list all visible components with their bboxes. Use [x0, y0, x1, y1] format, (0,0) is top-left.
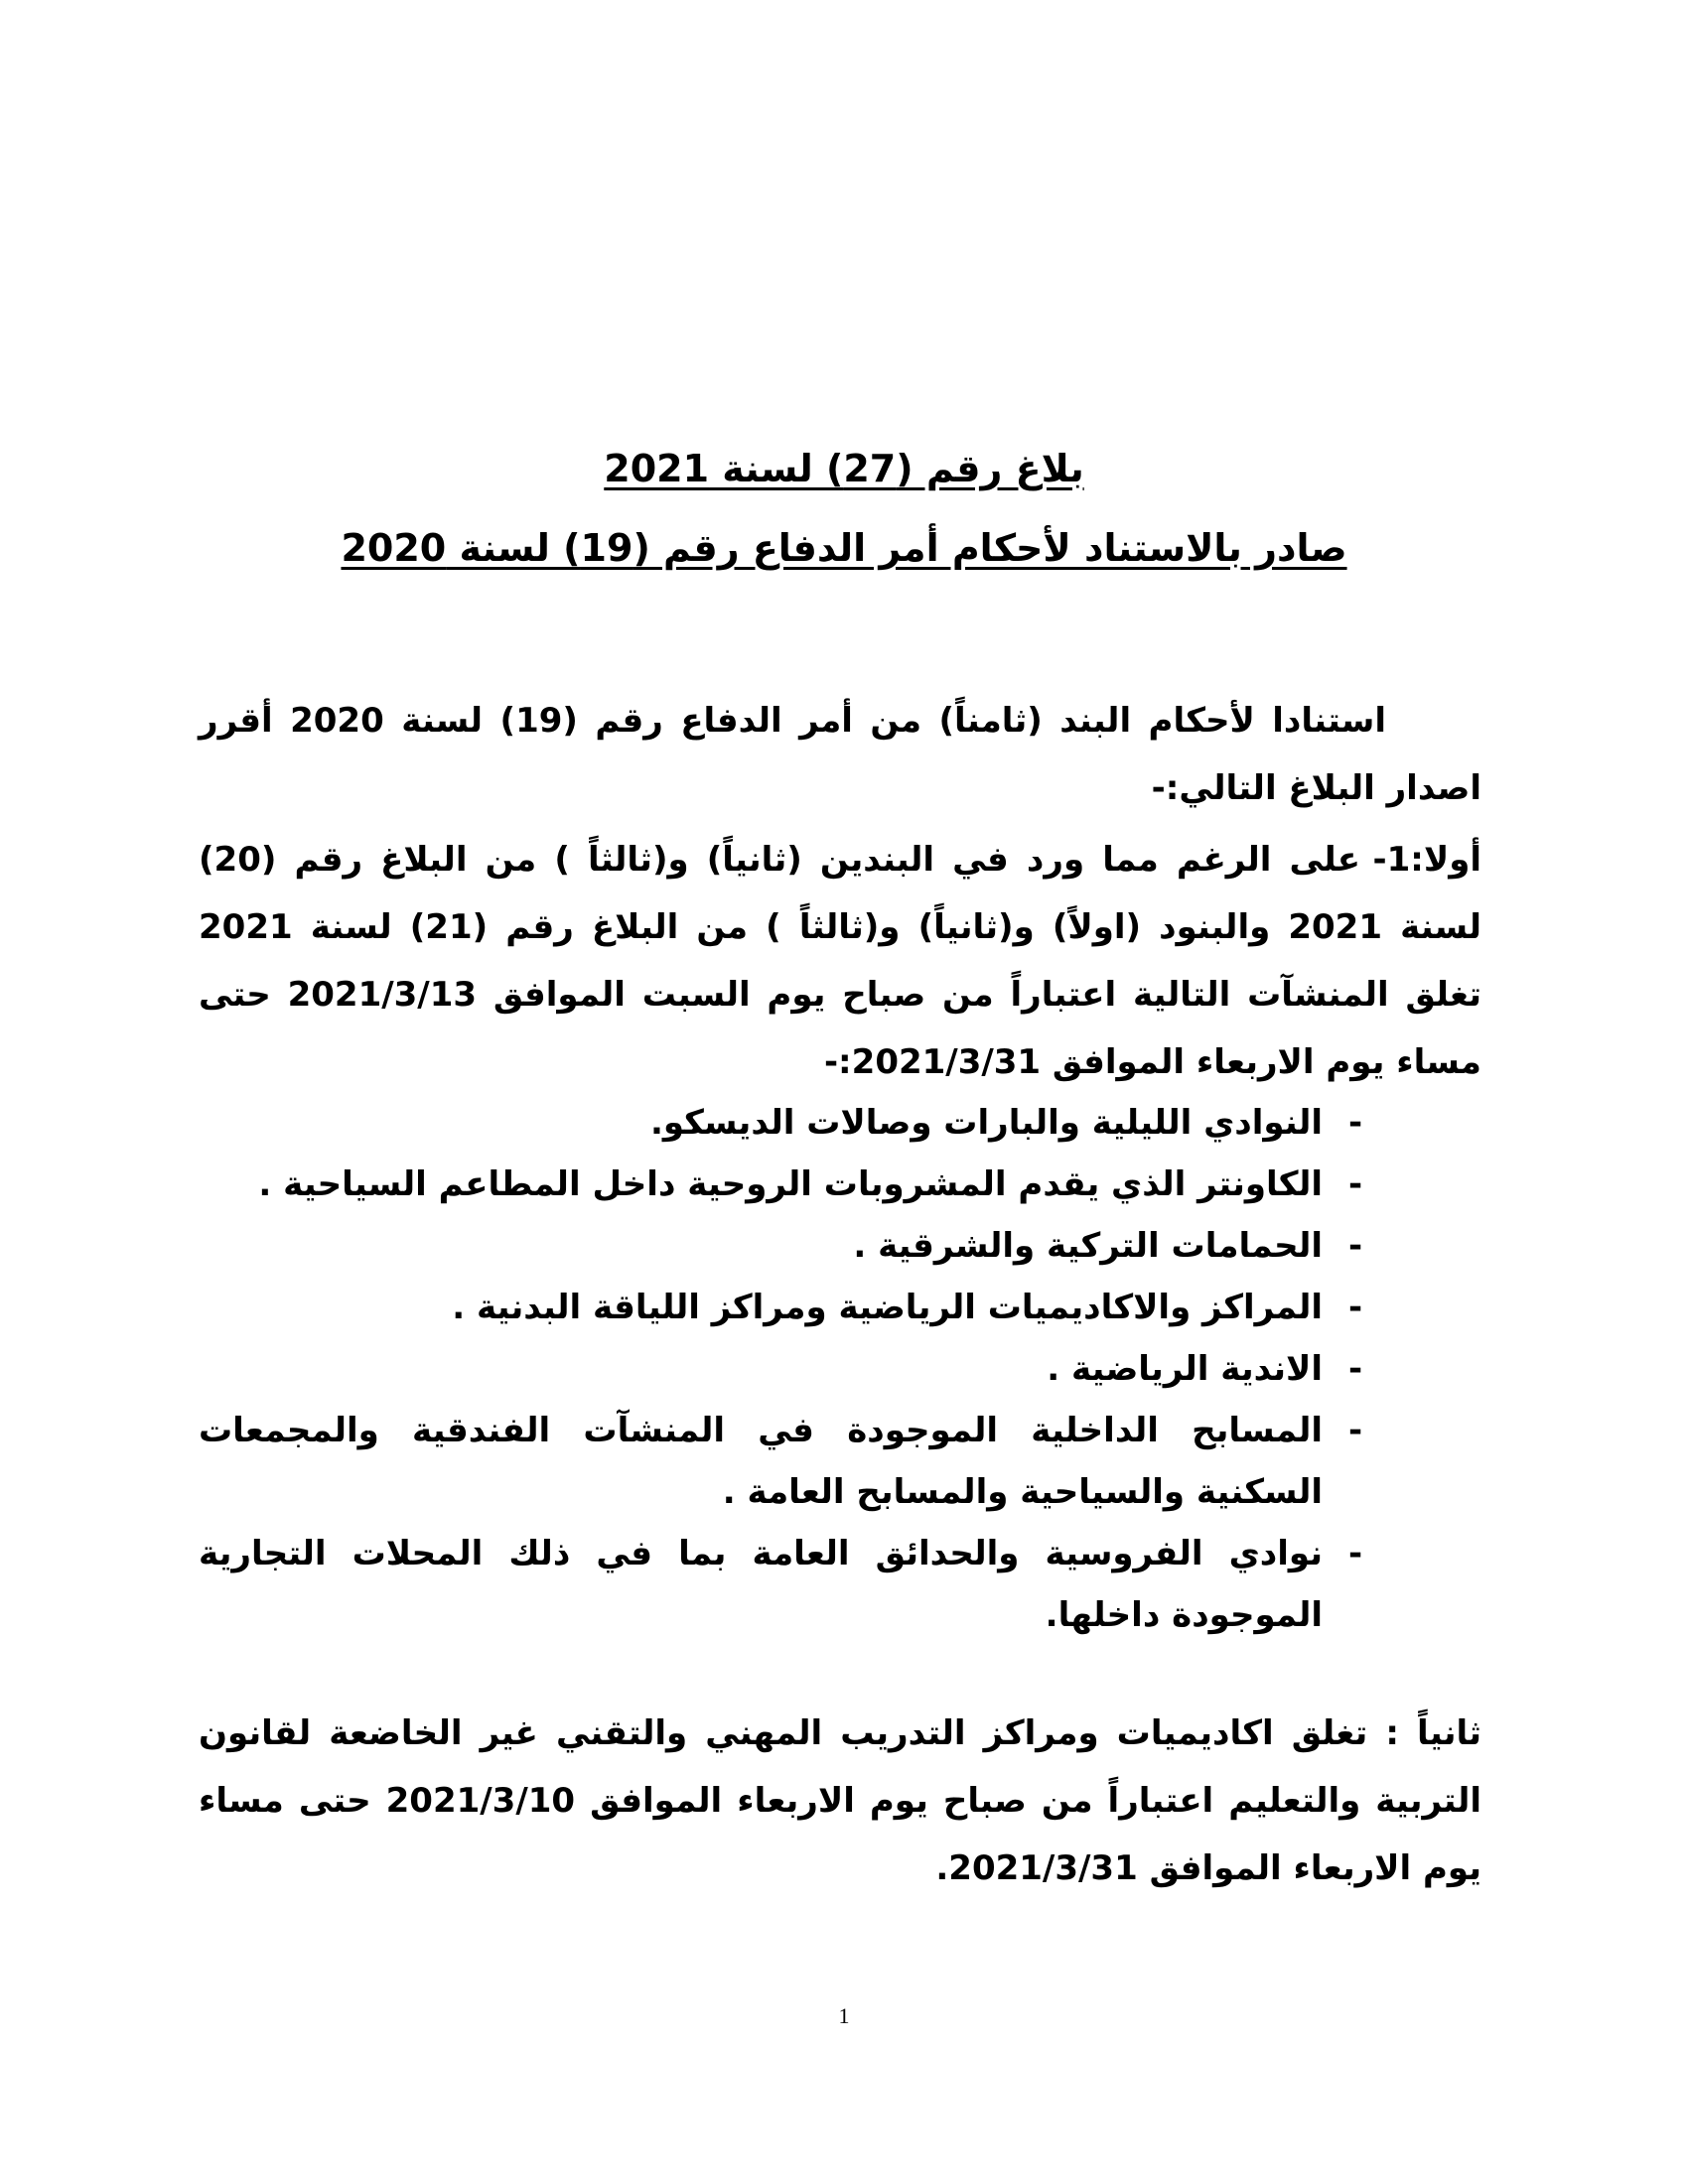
list-bullet: -	[1347, 1226, 1363, 1266]
list-bullet: -	[1347, 1103, 1363, 1143]
list-bullet: -	[1347, 1164, 1363, 1204]
clause-first-label: أولا:1-	[1372, 840, 1481, 880]
list-item	[199, 1154, 1370, 1215]
list-item-text: النوادي الليلية والبارات وصالات الديسكو.	[649, 1103, 1323, 1143]
list-item	[199, 1277, 1370, 1338]
list-item	[199, 1338, 1370, 1400]
list-item-text: المراكز والاكاديميات الرياضية ومراكز اللياقة البدنية .	[452, 1288, 1323, 1327]
page-number: 1	[838, 2003, 850, 2028]
list-item-text: الكاونتر الذي يقدم المشروبات الروحية داخل المطاعم السياحية .	[258, 1164, 1323, 1204]
clause-first	[199, 826, 1481, 1096]
list-item-text: الاندية الرياضية .	[1047, 1349, 1323, 1389]
list-bullet: -	[1347, 1534, 1363, 1573]
list-item	[199, 1215, 1370, 1277]
clause-first-text: على الرغم مما ورد في البندين (ثانياً) و(ثالثاً ) من البلاغ رقم (20) لسنة 2021 والبنود (اولاً) و(ثانياً) و(ثالثاً ) من البلاغ رقم (21) لسنة 2021 تغلق المنشآت التالية اعتباراً من صباح يوم السبت الموافق 2021/3/13 حتى مساء يوم الاربعاء الموافق 2021/3/31:-	[199, 840, 1481, 1082]
list-item	[199, 1400, 1370, 1523]
intro-paragraph: استنادا لأحكام البند (ثامناً) من أمر الدفاع رقم (19) لسنة 2020 أقرر اصدار البلاغ التالي:-	[199, 701, 1481, 808]
clause-second: ثانياً : تغلق اكاديميات ومراكز التدريب المهني والتقني غير الخاضعة لقانون التربية والتعليم اعتباراً من صباح يوم الاربعاء الموافق 2021/3/10 حتى مساء يوم الاربعاء الموافق 2021/3/31.	[199, 1713, 1481, 1888]
list-bullet: -	[1347, 1349, 1363, 1389]
list-item-text: المسابح الداخلية الموجودة في المنشآت الفندقية والمجمعات السكنية والسياحية والمسابح العامة .	[199, 1411, 1323, 1512]
list-bullet: -	[1347, 1411, 1363, 1450]
list-item-text: الحمامات التركية والشرقية .	[853, 1226, 1323, 1266]
list-bullet: -	[1347, 1288, 1363, 1327]
closed-facilities-list	[199, 1092, 1370, 1646]
list-item	[199, 1523, 1370, 1646]
document-subtitle: صادر بالاستناد لأحكام أمر الدفاع رقم (19) لسنة 2020	[341, 526, 1347, 570]
list-item-text: نوادي الفروسية والحدائق العامة بما في ذلك المحلات التجارية الموجودة داخلها.	[199, 1534, 1323, 1635]
document-title: بلاغ رقم (27) لسنة 2021	[604, 447, 1084, 490]
list-item	[199, 1092, 1370, 1154]
